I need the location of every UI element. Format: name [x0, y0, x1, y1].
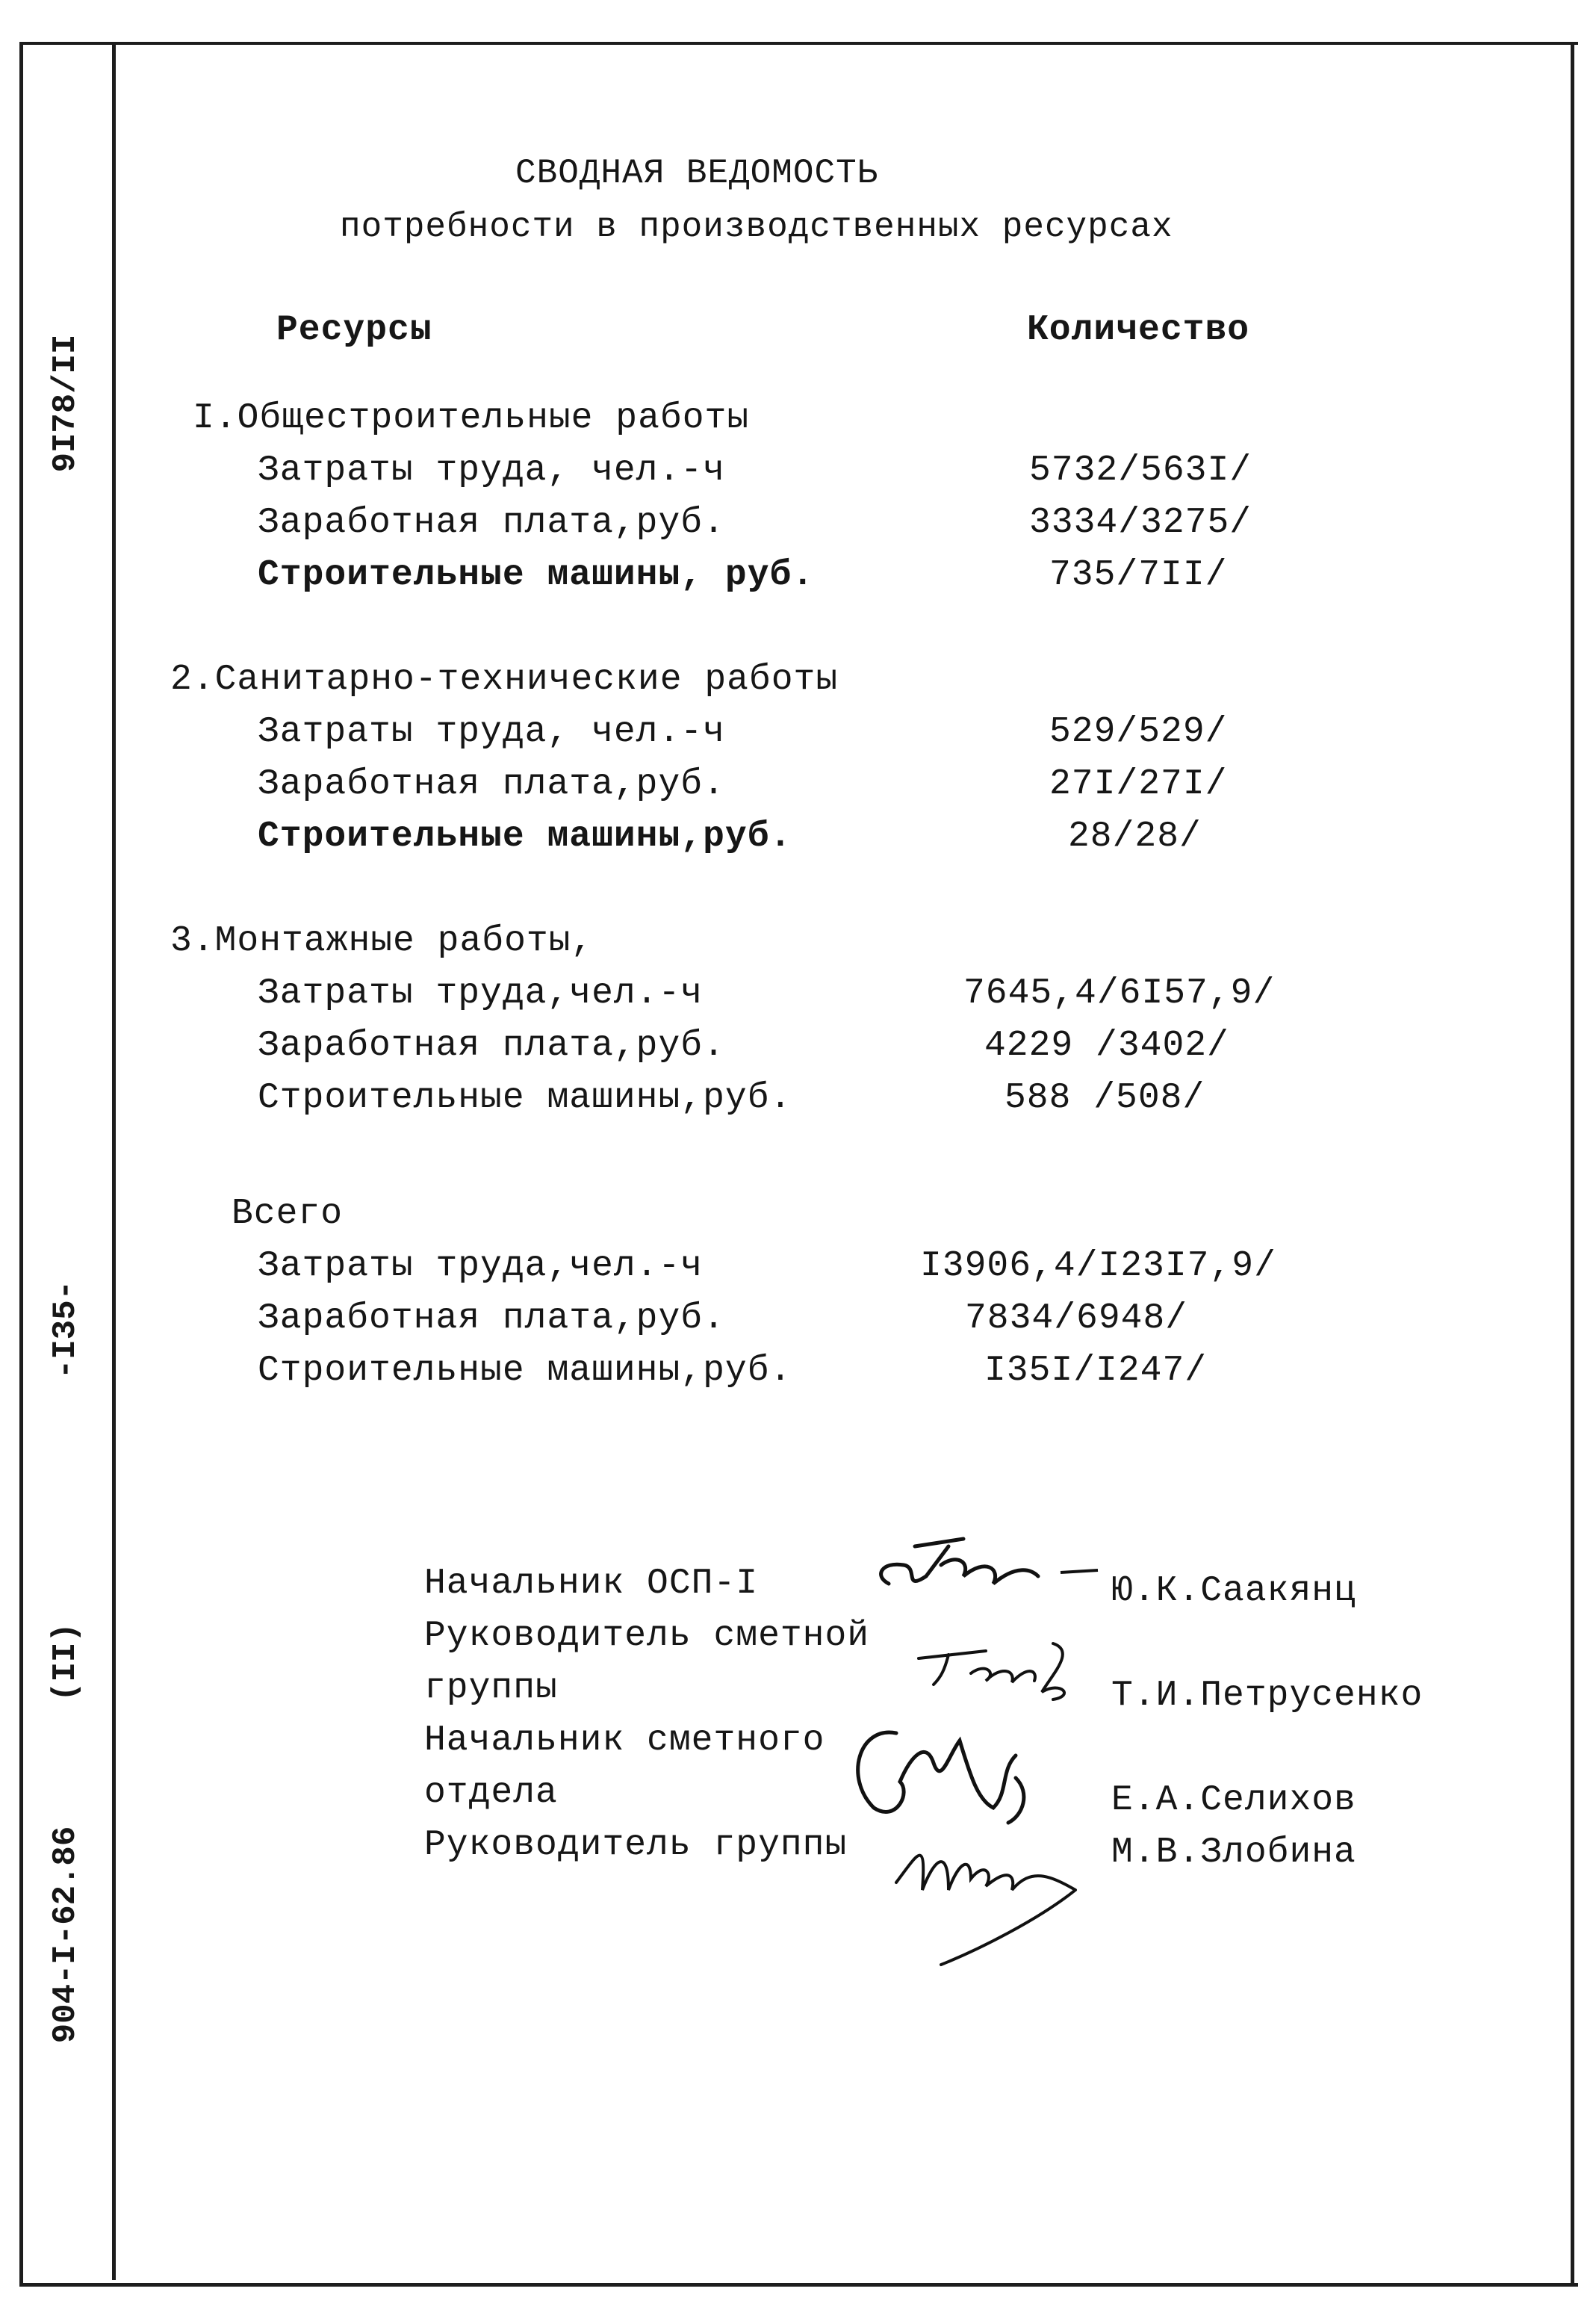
section-heading: 3.Монтажные работы,: [170, 921, 594, 961]
margin-stamp-mid: -I35-: [47, 1280, 84, 1380]
column-header-resources: Ресурсы: [276, 310, 432, 350]
column-header-quantity: Количество: [1027, 310, 1250, 350]
row-label: Строительные машины,руб.: [258, 1351, 792, 1391]
margin-stamp-low: (II): [47, 1623, 84, 1702]
row-label: Заработная плата,руб.: [258, 503, 725, 543]
section-heading: I.Общестроительные работы: [193, 398, 750, 439]
row-label: Строительные машины, руб.: [258, 555, 815, 595]
document-title: СВОДНАЯ ВЕДОМОСТЬ: [515, 154, 879, 193]
row-label: Затраты труда,чел.-ч: [258, 973, 704, 1014]
row-label: Строительные машины,руб.: [258, 816, 792, 857]
row-label: Заработная плата,руб.: [258, 1298, 725, 1339]
row-value: 27I/27I/: [1049, 764, 1228, 805]
row-value: 7645,4/6I57,9/: [963, 973, 1276, 1014]
margin-stamp-top: 9I78/II: [47, 334, 84, 473]
row-value: 3334/3275/: [1029, 503, 1252, 543]
signature-position: Начальник ОСП-I: [424, 1564, 759, 1604]
margin-border: [112, 42, 116, 2280]
section-heading: 2.Санитарно-технические работы: [170, 660, 839, 700]
signatory-name: М.В.Злобина: [1111, 1832, 1356, 1873]
handwritten-signature-2: [904, 1629, 1098, 1711]
signature-position: Руководитель сметной: [424, 1616, 870, 1656]
row-value: 28/28/: [1068, 816, 1202, 857]
signature-position: группы: [424, 1668, 558, 1708]
document-subtitle: потребности в производственных ресурсах: [340, 208, 1173, 247]
row-value: I3906,4/I23I7,9/: [920, 1246, 1276, 1286]
row-value: 588 /508/: [1005, 1078, 1205, 1118]
section-heading: Всего: [232, 1194, 344, 1234]
signature-position: Начальник сметного: [424, 1720, 825, 1761]
row-label: Заработная плата,руб.: [258, 1026, 725, 1066]
row-value: 735/7II/: [1049, 555, 1228, 595]
signature-position: Руководитель группы: [424, 1825, 848, 1865]
row-value: 529/529/: [1049, 712, 1228, 752]
page-border: [19, 42, 1578, 2287]
signatory-name: Е.А.Селихов: [1111, 1780, 1356, 1820]
handwritten-signature-1: [859, 1524, 1105, 1614]
row-label: Затраты труда, чел.-ч: [258, 450, 725, 491]
row-label: Заработная плата,руб.: [258, 764, 725, 805]
signatory-name: Т.И.Петрусенко: [1111, 1676, 1423, 1716]
row-value: 7834/6948/: [965, 1298, 1188, 1339]
signature-position: отдела: [424, 1773, 558, 1813]
row-value: 4229 /3402/: [984, 1026, 1229, 1066]
row-label: Затраты труда, чел.-ч: [258, 712, 725, 752]
row-label: Затраты труда,чел.-ч: [258, 1246, 704, 1286]
margin-stamp-bottom: 904-I-62.86: [47, 1826, 84, 2044]
handwritten-signature-4: [889, 1808, 1113, 1972]
signatory-name: Ю.К.Саакянц: [1111, 1571, 1356, 1611]
row-value: I35I/I247/: [984, 1351, 1208, 1391]
row-label: Строительные машины,руб.: [258, 1078, 792, 1118]
page-border-right: [1571, 42, 1574, 2283]
row-value: 5732/563I/: [1029, 450, 1252, 491]
